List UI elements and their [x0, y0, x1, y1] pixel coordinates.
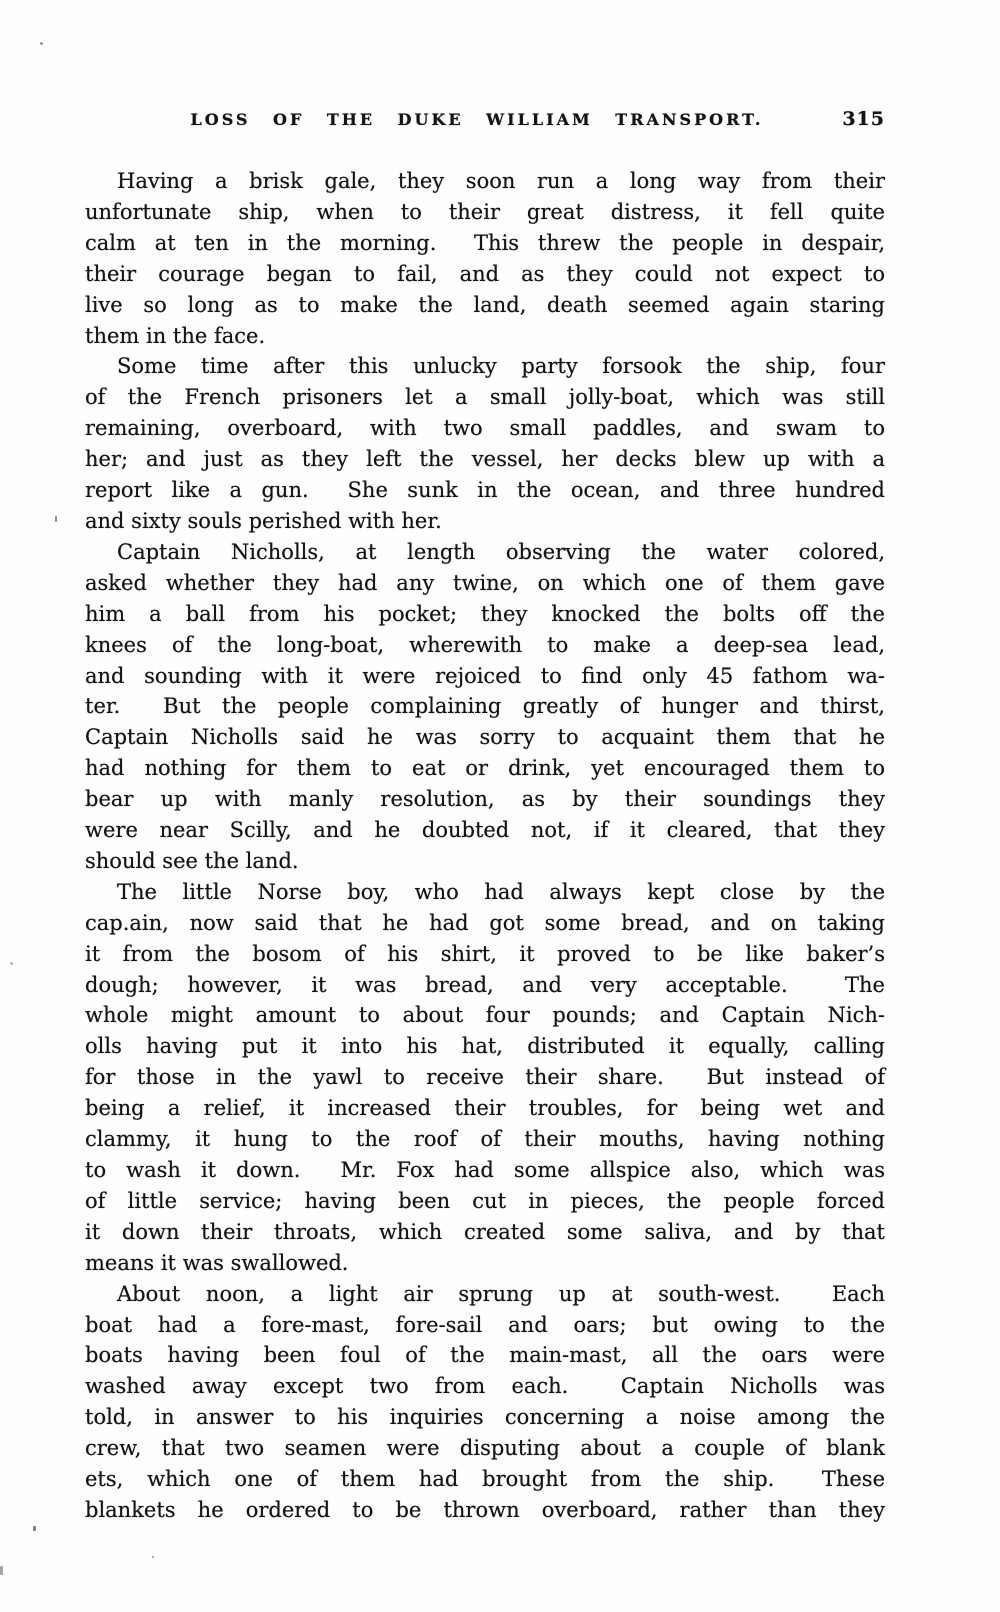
scan-speck	[10, 962, 13, 965]
scan-speck	[55, 516, 57, 522]
text-line: to wash it down. Mr. Fox had some allspice also, which was	[85, 1158, 885, 1182]
text-line: ets, which one of them had brought from the ship. These	[85, 1467, 885, 1492]
text-line: Captain Nicholls said he was sorry to acquaint them that he	[85, 725, 885, 750]
text-line: had nothing for them to eat or drink, yet encouraged them to	[85, 756, 885, 781]
text-line: The little Norse boy, who had always kept close by the	[117, 879, 885, 904]
text-line: knees of the long-boat, wherewith to make a deep-sea lead,	[85, 632, 885, 657]
text-line: bear up with manly resolution, as by their soundings they	[85, 787, 885, 812]
scan-speck	[152, 1556, 154, 1558]
text-line: washed away except two from each. Captain Nicholls was	[85, 1374, 885, 1399]
text-line: About noon, a light air sprung up at south-west. Each	[117, 1281, 885, 1306]
text-line: crew, that two seamen were disputing about a couple of blank	[85, 1436, 885, 1461]
text-line: unfortunate ship, when to their great distress, it fell quite	[85, 199, 885, 224]
page-number: 315	[842, 108, 885, 130]
text-line: boat had a fore-mast, fore-sail and oars; but owing to the	[85, 1312, 885, 1337]
text-line: for those in the yawl to receive their share. But instead of	[85, 1065, 885, 1090]
text-line: calm at ten in the morning. This threw the people in despair,	[85, 230, 885, 255]
text-line: being a relief, it increased their troubles, for being wet and	[85, 1096, 885, 1121]
text-line: report like a gun. She sunk in the ocean, and three hundred	[85, 478, 885, 503]
text-line: boats having been foul of the main-mast, all the oars were	[85, 1343, 885, 1368]
text-line: Some time after this unlucky party forsook the ship, four	[117, 354, 885, 379]
scan-speck	[33, 1526, 36, 1531]
text-line: whole might amount to about four pounds; and Captain Nich-	[85, 1003, 885, 1028]
text-line: should see the land.	[85, 848, 299, 873]
text-line: and sixty souls perished with her.	[85, 508, 442, 533]
text-line: and sounding with it were rejoiced to find only 45 fathom wa-	[85, 663, 885, 688]
text-line: them in the face.	[85, 323, 266, 348]
text-line: dough; however, it was bread, and very acceptable. The	[85, 972, 885, 997]
text-line: Captain Nicholls, at length observing the water colored,	[117, 539, 885, 564]
text-line: remaining, overboard, with two small paddles, and swam to	[85, 416, 885, 441]
scan-speck	[40, 42, 43, 45]
text-line: her; and just as they left the vessel, her decks blew up with a	[85, 447, 885, 472]
text-line: their courage began to fail, and as they could not expect to	[85, 261, 885, 286]
body-text	[85, 166, 885, 1526]
text-line: blankets he ordered to be thrown overboard, rather than they	[85, 1497, 885, 1522]
text-line: live so long as to make the land, death seemed again staring	[85, 292, 885, 317]
page-header	[85, 110, 885, 136]
text-line: cap.ain, now said that he had got some bread, and on taking	[85, 910, 885, 935]
text-line: means it was swallowed.	[85, 1250, 349, 1275]
text-line: it down their throats, which created some saliva, and by that	[85, 1219, 885, 1244]
text-line: clammy, it hung to the roof of their mouths, having nothing	[85, 1127, 885, 1152]
text-line: it from the bosom of his shirt, it proved to be like baker’s	[85, 941, 885, 966]
text-line: of little service; having been cut in pieces, the people forced	[85, 1188, 885, 1213]
text-line: olls having put it into his hat, distributed it equally, calling	[85, 1034, 885, 1059]
scan-speck	[0, 1566, 3, 1575]
text-line: Having a brisk gale, they soon run a long way from their	[117, 169, 885, 193]
text-line: ter. But the people complaining greatly of hunger and thirst,	[85, 694, 885, 719]
text-line: asked whether they had any twine, on which one of them gave	[85, 570, 885, 595]
text-line: him a ball from his pocket; they knocked the bolts off the	[85, 601, 885, 626]
text-line: were near Scilly, and he doubted not, if it cleared, that they	[85, 818, 885, 843]
text-line: told, in answer to his inquiries concerning a noise among the	[85, 1405, 885, 1430]
text-line: of the French prisoners let a small jolly-boat, which was still	[85, 385, 885, 410]
running-title: LOSS OF THE DUKE WILLIAM TRANSPORT.	[190, 110, 764, 129]
